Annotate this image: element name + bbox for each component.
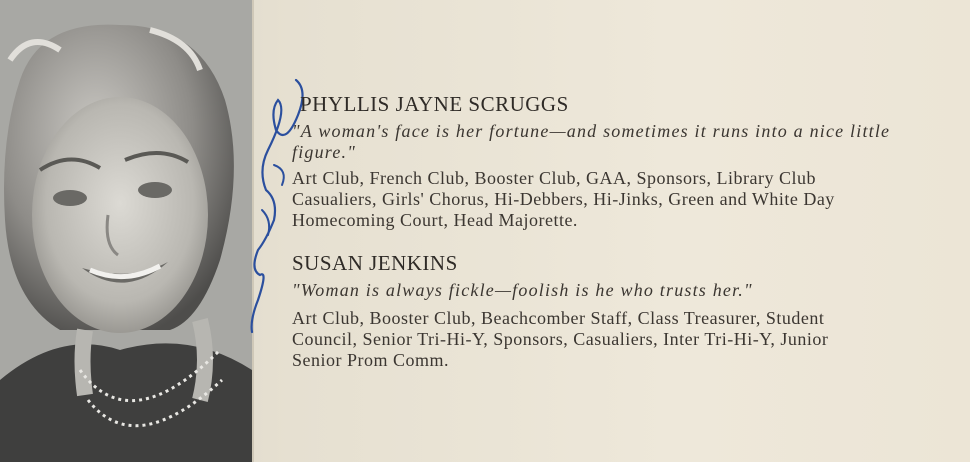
activities-list <box>292 308 970 371</box>
quote-line: "Woman is always fickle—foolish is he who trusts her." <box>292 280 753 300</box>
activities-line: Art Club, French Club, Booster Club, GAA, Sponsors, Library Club <box>292 168 816 188</box>
activities-line: Casualiers, Girls' Chorus, Hi-Debbers, Hi-Jinks, Green and White Day <box>292 189 835 209</box>
quote-line: figure." <box>292 142 356 162</box>
activities-line: Senior Prom Comm. <box>292 350 450 370</box>
student-name: PHYLLIS JAYNE SCRUGGS <box>300 92 569 116</box>
quote-line: "A woman's face is her fortune—and sometimes it runs into a nice little <box>292 121 891 141</box>
student-portrait-photo <box>0 0 254 462</box>
activities-line: Council, Senior Tri-Hi-Y, Sponsors, Casualiers, Inter Tri-Hi-Y, Junior <box>292 329 829 349</box>
portrait-image <box>0 0 252 462</box>
student-entry <box>292 251 970 371</box>
student-entry <box>292 92 970 231</box>
senior-quote <box>292 121 970 163</box>
activities-line: Homecoming Court, Head Majorette. <box>292 210 578 230</box>
activities-line: Art Club, Booster Club, Beachcomber Staff, Class Treasurer, Student <box>292 308 825 328</box>
student-name: SUSAN JENKINS <box>292 251 458 275</box>
senior-quote <box>292 280 970 301</box>
activities-list <box>292 168 970 231</box>
